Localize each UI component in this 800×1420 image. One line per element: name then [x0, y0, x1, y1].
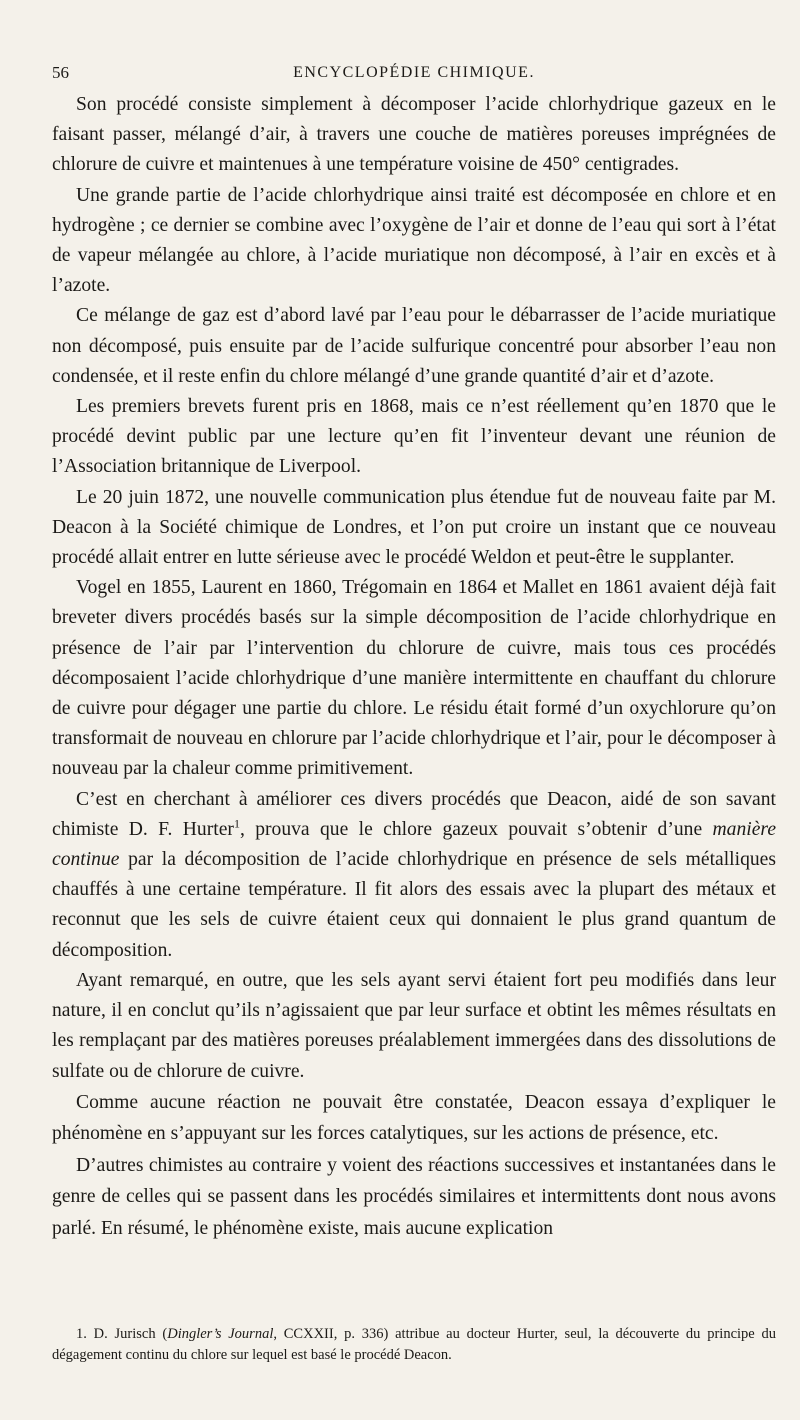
paragraph-2: Une grande partie de l’acide chlorhydrique ainsi traité est décomposée en chlore et en hydrogène ; ce dernier se combine avec l’oxygène de l’air et donne de l’eau qui sort à l’état de vapeur mélangée au chlore, à l’acide muriatique non décomposé, à l’air en excès et à l’azote. [52, 184, 776, 297]
paragraph-7 [52, 785, 776, 966]
paragraph-7-italic: manière continue [52, 818, 777, 871]
footnote-marker: 1. [76, 1326, 87, 1342]
paragraph-4: Les premiers brevets furent pris en 1868, mais ce n’est réellement qu’en 1870 que le procédé devint public par une lecture qu’en fit l’inventeur devant une réunion de l’Association britannique de Liverpool. [52, 396, 776, 478]
paragraph-9: Comme aucune réaction ne pouvait être constatée, Deacon essaya d’expliquer le phénomène en s’appuyant sur les forces catalytiques, sur les actions de présence, etc. [52, 1091, 776, 1145]
page-number: 56 [52, 63, 69, 82]
paragraph-3: Ce mélange de gaz est d’abord lavé par l’eau pour le débarrasser de l’acide muriatique non décomposé, puis ensuite par de l’acide sulfurique concentré pour absorber l’eau non condensée, et il reste enfin du chlore mélangé d’une grande quantité d’air et d’azote. [52, 305, 776, 387]
paragraph-7-text-b: , prouva que le chlore gazeux pouvait s’obtenir d’une [239, 818, 713, 840]
footnote-rest: , CCXXII, p. 336) attribue au docteur Hurter, seul, la découverte du principe du dégagement continu du chlore sur lequel est basé le procédé Deacon. [52, 1326, 776, 1363]
running-title: ENCYCLOPÉDIE CHIMIQUE. [293, 64, 535, 81]
paragraph-6: Vogel en 1855, Laurent en 1860, Trégomain en 1864 et Mallet en 1861 avaient déjà fait breveter divers procédés basés sur la simple décomposition de l’acide chlorhydrique en présence de l’air par l’intervention du chlorure de cuivre, mais tous ces procédés décomposaient l’acide chlorhydrique d’une manière intermittente en chauffant du chlorure de cuivre pour dégager une partie du chlore. Le résidu était formé d’un oxychlorure qu’on transformait de nouveau en chlorure par l’acide chlorhydrique et l’air, pour le décomposer à nouveau par la chaleur comme primitivement. [52, 577, 776, 780]
body-text [52, 90, 776, 1244]
footnote-reference[interactable]: 1 [233, 816, 240, 831]
paragraph-7-text-a: C’est en cherchant à améliorer ces divers procédés que Deacon, aidé de son savant chimiste D. F. Hurter [52, 788, 776, 840]
paragraph-10: D’autres chimistes au contraire y voient des réactions successives et instantanées dans le genre de celles qui se passent dans les procédés similaires et intermittents dont nous avons parlé. En résumé, le phénomène existe, mais aucune explication [52, 1154, 776, 1239]
footnote-text [52, 1324, 776, 1366]
page-header [52, 58, 776, 88]
paragraph-8: Ayant remarqué, en outre, que les sels ayant servi étaient fort peu modifiés dans leur nature, il en conclut qu’ils n’agissaient que par leur surface et obtint les mêmes résultats en les remplaçant par des matières poreuses préalablement immergées dans des dissolutions de sulfate ou de chlorure de cuivre. [52, 969, 776, 1082]
footnote [52, 1324, 776, 1366]
paragraph-7-text-c: par la décomposition de l’acide chlorhydrique en présence de sels métalliques chauffés à une certaine température. Il fit alors des essais avec la plupart des métaux et reconnut que les sels de cuivre étaient ceux qui donnaient le plus grand quantum de décomposition. [52, 849, 776, 961]
paragraph-1: Son procédé consiste simplement à décomposer l’acide chlorhydrique gazeux en le faisant passer, mélangé d’air, à travers une couche de matières poreuses imprégnées de chlorure de cuivre et maintenues à une température voisine de 450° centigrades. [52, 94, 776, 176]
paragraph-5: Le 20 juin 1872, une nouvelle communication plus étendue fut de nouveau faite par M. Deacon à la Société chimique de Londres, et l’on put croire un instant que ce nouveau procédé allait entrer en lutte sérieuse avec le procédé Weldon et peut-être le supplanter. [52, 486, 776, 569]
footnote-journal: Dingler’s Journal [167, 1326, 274, 1342]
footnote-author: D. Jurisch ( [86, 1326, 168, 1342]
